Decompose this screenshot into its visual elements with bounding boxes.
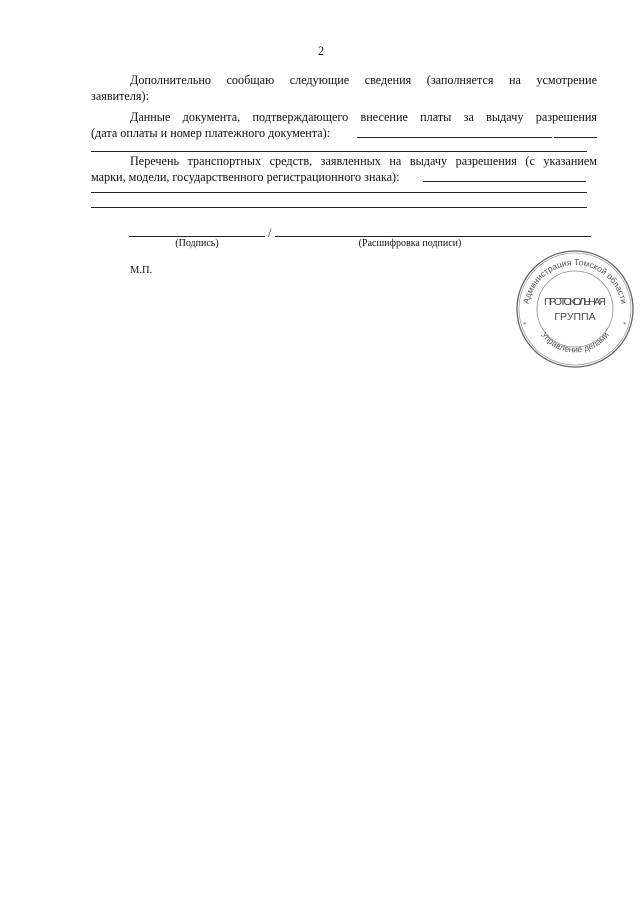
signature-decoding-label: (Расшифровка подписи) [358,238,462,249]
stamp-outer-top-text: Администрация Томской области [520,256,630,305]
paragraph-vehicles-line2: марки, модели, государственного регистрационного знака): [91,170,400,184]
seal-place-label: М.П. [130,265,153,276]
paragraph-additional-info-line1: Дополнительно сообщаю следующие сведения (заполняется на усмотрение [130,73,597,87]
svg-text:Управление делами [539,330,611,355]
signature-separator: / [268,226,272,240]
vehicles-field-line-3[interactable] [91,207,587,208]
signature-field-line[interactable] [129,236,265,237]
paragraph-payment-line2: (дата оплаты и номер платежного документа): [91,126,331,140]
stamp-star-icon: * [523,321,527,329]
signature-decoding-field-line[interactable] [275,236,591,237]
signature-label: (Подпись) [175,238,219,249]
stamp-star-icon: * [623,321,627,329]
official-stamp [514,248,636,370]
paragraph-vehicles-line1: Перечень транспортных средств, заявленных на выдачу разрешения (с указанием [130,154,597,168]
vehicles-field-line-2[interactable] [91,192,587,193]
vehicles-field-line[interactable] [423,181,586,182]
payment-field-line[interactable] [357,137,552,138]
payment-field-line-2[interactable] [91,151,587,152]
stamp-center-line2: ГРУППА [554,311,596,323]
page-number: 2 [317,44,325,58]
stamp-outer-bottom-text: Управление делами [539,329,611,355]
paragraph-additional-info-line2: заявителя): [91,89,149,103]
payment-field-line-end[interactable] [554,137,597,138]
paragraph-payment-line1: Данные документа, подтверждающего внесение платы за выдачу разрешения [130,110,597,124]
stamp-center-line1: ПРОТОКОЛЬНАЯ [544,296,606,308]
